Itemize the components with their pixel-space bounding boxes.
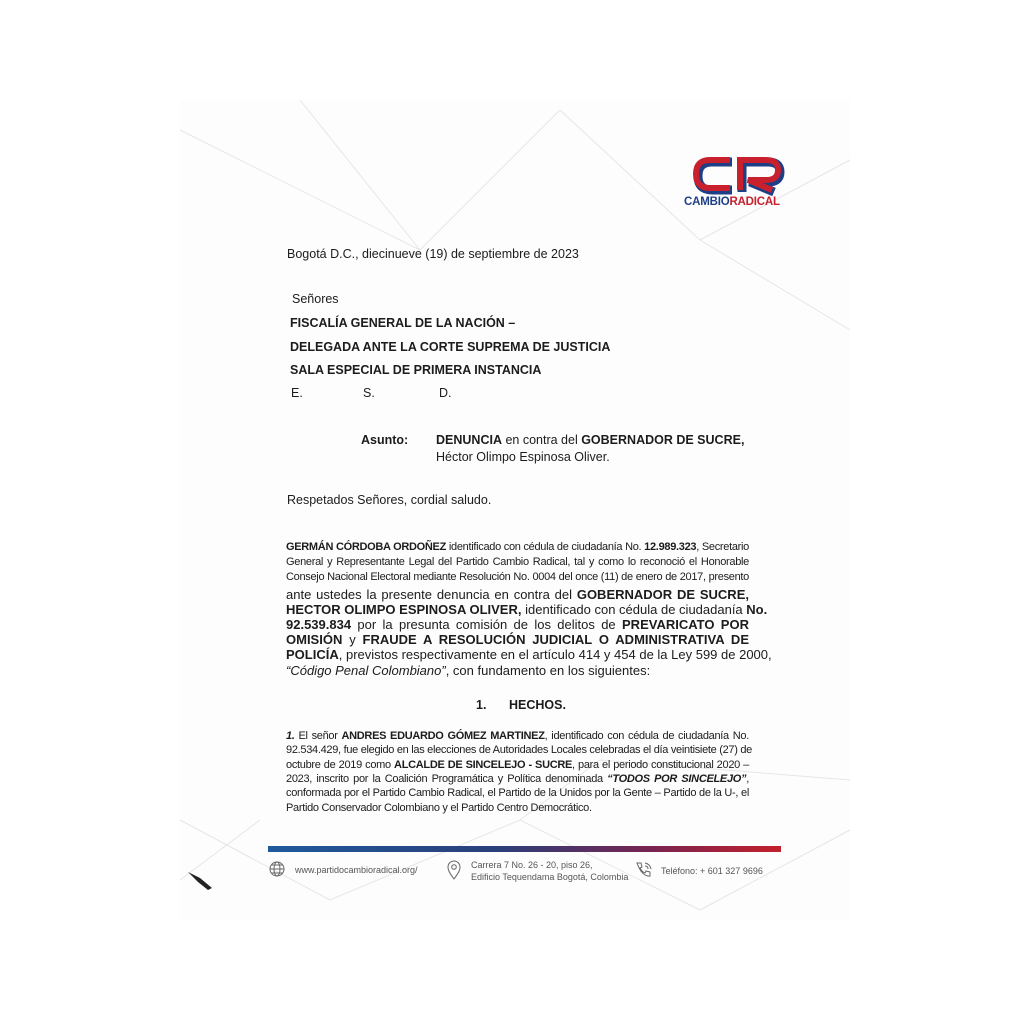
body-text: , con fundamento en los siguientes: <box>445 662 651 678</box>
body-text: 92.534.429, fue elegido en las elecciones de Autoridades Locales celebradas el día veintisiete (27) de <box>286 744 752 757</box>
subject-denuncia: DENUNCIA <box>436 433 502 447</box>
subject-text: en contra del <box>501 433 582 447</box>
footer-address-2: Edificio Tequendama Bogotá, Colombia <box>471 872 629 882</box>
logo-text-radical: RADICAL <box>729 196 780 208</box>
fact1-line <box>286 730 749 742</box>
section-title: HECHOS. <box>509 698 566 712</box>
body-text: El señor <box>298 730 338 742</box>
globe-icon <box>268 860 286 878</box>
emphasis-text: No. <box>746 601 768 617</box>
body-text: identificado con cédula de ciudadanía <box>525 601 743 617</box>
emphasis-text: ALCALDE DE SINCELEJO - SUCRE <box>394 758 573 771</box>
subject-line-2: Héctor Olimpo Espinosa Oliver. <box>436 450 610 464</box>
esd-e: E. <box>291 386 303 400</box>
logo-text-cambio: CAMBIO <box>684 196 730 208</box>
body-text: por la presunta comisión de los delitos de <box>357 617 616 632</box>
esd-d: D. <box>439 386 452 400</box>
fact1-line <box>286 744 752 757</box>
emphasis-text: 12.989.323 <box>644 541 697 553</box>
intro-line <box>286 571 749 583</box>
body-text: , previstos respectivamente en el artículo 414 y 454 de la Ley 599 de 2000, <box>338 647 772 663</box>
body-text: conformada por el Partido Cambio Radical, el Partido de la Unidos por la Gente – Partido de la U-, el <box>286 787 749 800</box>
intro-line <box>286 601 768 617</box>
subject-gobernador: GOBERNADOR DE SUCRE, <box>581 433 745 447</box>
emphasis-text: 1. <box>286 730 295 742</box>
salutation: Señores <box>292 292 339 306</box>
logo-wordmark <box>684 196 780 208</box>
subject-label: Asunto: <box>361 433 409 447</box>
emphasis-text: 92.539.834 <box>286 617 352 632</box>
footer-website-link[interactable]: www.partidocambioradical.org/ <box>295 865 418 875</box>
recipient-line-3: SALA ESPECIAL DE PRIMERA INSTANCIA <box>290 363 542 377</box>
fact1-line <box>286 773 749 785</box>
emphasis-text: HECTOR OLIMPO ESPINOSA OLIVER, <box>286 601 522 617</box>
body-text: Consejo Nacional Electoral mediante Resolución No. 0004 del once (11) de enero de 2017, presento <box>286 571 749 584</box>
body-text: octubre de 2019 como <box>286 758 391 771</box>
body-text: y <box>349 632 356 648</box>
emphasis-text: GOBERNADOR DE SUCRE, <box>576 586 749 602</box>
date-line: Bogotá D.C., diecinueve (19) de septiembre de 2023 <box>287 247 579 261</box>
fact1-line <box>286 802 749 814</box>
intro-line <box>286 617 749 632</box>
intro-line <box>286 663 749 678</box>
emphasis-text: POLICÍA <box>286 647 339 663</box>
body-text: Partido Conservador Colombiano y el Partido Centro Democrático. <box>286 801 592 814</box>
footer-address-1: Carrera 7 No. 26 - 20, piso 26, <box>471 860 593 870</box>
intro-line <box>286 647 772 663</box>
footer-gradient-bar <box>268 846 781 852</box>
body-text: , identificado con cédula de ciudadanía No. <box>544 730 749 742</box>
intro-line <box>286 587 749 602</box>
intro-line <box>286 632 749 647</box>
recipient-line-1: FISCALÍA GENERAL DE LA NACIÓN – <box>290 316 516 330</box>
fact1-line <box>286 787 749 799</box>
emphasis-text: FRAUDE A RESOLUCIÓN JUDICIAL O ADMINISTRATIVA DE <box>362 632 749 648</box>
body-text: , Secretario <box>696 541 749 553</box>
fact1-line <box>286 759 749 771</box>
intro-line <box>286 541 749 553</box>
greeting: Respetados Señores, cordial saludo. <box>287 493 492 507</box>
emphasis-text: OMISIÓN <box>286 632 343 648</box>
location-pin-icon <box>446 860 462 880</box>
body-text: , para el periodo constitucional 2020 – <box>572 758 749 771</box>
body-text: General y Representante Legal del Partido Cambio Radical, tal y como lo reconoció el Honorable <box>286 556 749 569</box>
emphasis-text: “Código Penal Colombiano” <box>286 662 446 678</box>
emphasis-text: “TODOS POR SINCELEJO” <box>607 772 747 785</box>
emphasis-text: GERMÁN CÓRDOBA ORDOÑEZ <box>286 541 447 553</box>
body-text: ante ustedes la presente denuncia en contra del <box>286 586 572 602</box>
intro-line <box>286 556 749 568</box>
section-number: 1. <box>476 698 487 712</box>
scan-mark-icon <box>186 868 216 892</box>
body-text: 2023, inscrito por la Coalición Programática y Política denominada <box>286 772 603 785</box>
body-text: identificado con cédula de ciudadanía No. <box>448 541 642 553</box>
esd-s: S. <box>363 386 375 400</box>
phone-icon <box>634 861 654 879</box>
footer-phone: Teléfono: + 601 327 9696 <box>661 866 763 876</box>
emphasis-text: ANDRES EDUARDO GÓMEZ MARTINEZ <box>341 730 545 742</box>
body-text: , <box>746 772 749 785</box>
emphasis-text: PREVARICATO POR <box>622 617 749 632</box>
subject-line-1 <box>436 433 744 447</box>
recipient-line-2: DELEGADA ANTE LA CORTE SUPREMA DE JUSTICIA <box>290 340 611 354</box>
